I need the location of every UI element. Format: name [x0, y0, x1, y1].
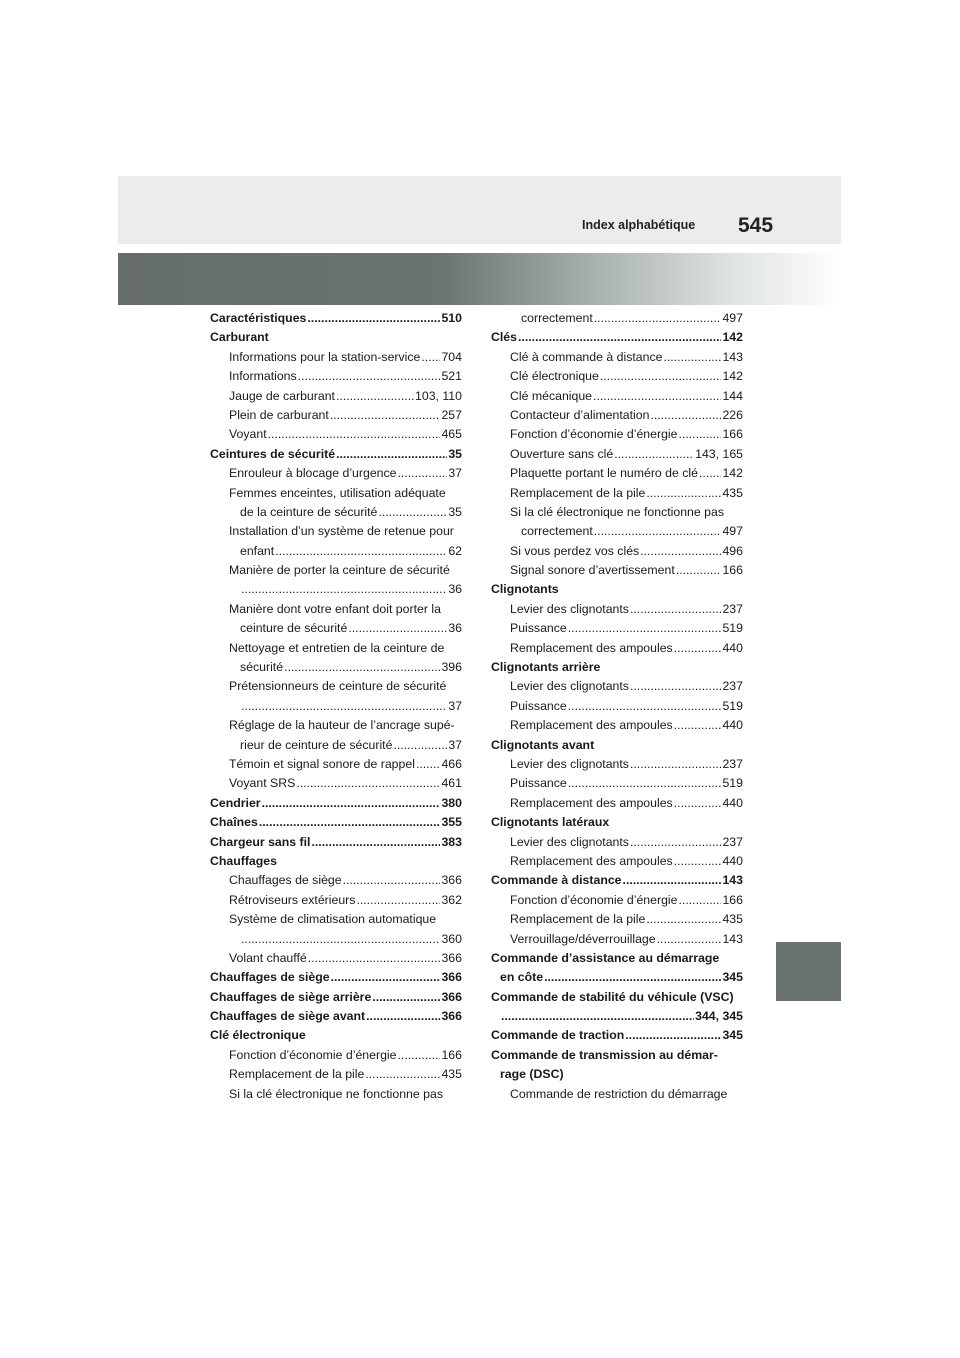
- index-entry-page: 143: [722, 873, 743, 888]
- index-entry: [491, 988, 743, 1007]
- index-entry-label: Clignotants: [491, 582, 559, 597]
- index-entry-label: Commande à distance: [491, 873, 622, 888]
- index-entry-page: 226: [722, 407, 743, 422]
- index-entry: [491, 755, 743, 774]
- running-header-title: Index alphabétique: [582, 218, 696, 232]
- dot-leader: [623, 871, 722, 890]
- dot-leader: [699, 464, 721, 483]
- index-entry: [210, 639, 462, 658]
- index-entry-page: 344, 345: [695, 1009, 743, 1024]
- index-entry-label: Chauffages de siège: [210, 970, 330, 985]
- index-entry: [491, 445, 743, 464]
- index-entry-label: rieur de ceinture de sécurité: [240, 737, 393, 752]
- index-entry-label: Volant chauffé: [229, 950, 307, 965]
- index-entry-page: 237: [722, 834, 743, 849]
- index-entry: [210, 580, 462, 599]
- page-number: 545: [738, 214, 774, 237]
- index-entry: [491, 348, 743, 367]
- dot-leader: [614, 445, 694, 464]
- index-entry-label: Carburant: [210, 330, 269, 345]
- dot-leader: [625, 1026, 721, 1045]
- dot-leader: [568, 619, 722, 638]
- index-entry-page: 519: [722, 776, 743, 791]
- index-entry-label: Nettoyage et entretien de la ceinture de: [229, 640, 445, 655]
- dot-leader: [296, 774, 440, 793]
- index-entry-page: 435: [722, 912, 743, 927]
- index-entry-page: 36: [448, 621, 462, 636]
- index-entry: [491, 910, 743, 929]
- dot-leader: [398, 464, 448, 483]
- index-entry: [491, 522, 743, 541]
- dot-leader: [663, 348, 721, 367]
- index-entry: [210, 852, 462, 871]
- index-entry: [210, 348, 462, 367]
- index-entry: [210, 910, 462, 929]
- index-entry: [210, 600, 462, 619]
- index-entry-label: Chargeur sans fil: [210, 834, 311, 849]
- index-entry-label: correctement: [521, 524, 593, 539]
- index-entry-page: 142: [722, 330, 743, 345]
- index-entry-label: Remplacement de la pile: [510, 485, 646, 500]
- index-entry-label: Levier des clignotants: [510, 756, 629, 771]
- index-entry-page: 521: [441, 369, 462, 384]
- dot-leader: [600, 367, 722, 386]
- index-entry: [210, 658, 462, 677]
- index-entry-label: Chauffages de siège avant: [210, 1009, 366, 1024]
- dot-leader: [284, 658, 440, 677]
- index-entry-label: Caractéristiques: [210, 311, 307, 325]
- index-entry: [491, 716, 743, 735]
- index-entry-label: Plaquette portant le numéro de clé: [510, 466, 698, 481]
- index-entry-label: Commande de transmission au démar-: [491, 1047, 718, 1062]
- index-entry-label: Témoin et signal sonore de rappel: [229, 756, 415, 771]
- dot-leader: [676, 561, 722, 580]
- index-entry: [210, 755, 462, 774]
- section-gradient-band: [118, 253, 841, 305]
- index-entry: [491, 1007, 743, 1026]
- index-entry-page: 396: [441, 660, 462, 675]
- index-entry-page: 496: [722, 543, 743, 558]
- index-entry: [491, 891, 743, 910]
- index-entry: [210, 677, 462, 696]
- dot-leader: [331, 968, 441, 987]
- index-column-left: [210, 309, 462, 1104]
- index-entry-label: Chauffages de siège arrière: [210, 989, 372, 1004]
- index-entry-label: Fonction d’économie d’énergie: [229, 1047, 397, 1062]
- index-entry: [491, 677, 743, 696]
- dot-leader: [568, 697, 722, 716]
- index-entry-label: enfant: [240, 543, 275, 558]
- index-entry-label: Voyant: [229, 427, 267, 442]
- index-entry-page: 440: [722, 853, 743, 868]
- dot-leader: [311, 833, 440, 852]
- dot-leader: [336, 387, 414, 406]
- index-entry: [210, 813, 462, 832]
- index-entry-page: 380: [441, 795, 462, 810]
- index-entry: [210, 484, 462, 503]
- index-entry-page: 103, 110: [415, 388, 462, 403]
- index-entry-label: en côte: [500, 970, 544, 985]
- index-entry: [210, 464, 462, 483]
- index-entry-page: 142: [722, 369, 743, 384]
- index-entry-label: Fonction d’économie d’énergie: [510, 427, 678, 442]
- index-entry: [210, 794, 462, 813]
- index-entry-label: rage (DSC): [500, 1067, 564, 1082]
- index-entry-page: 144: [722, 388, 743, 403]
- index-entry-label: Ouverture sans clé: [510, 446, 614, 461]
- index-entry-label: correctement: [521, 311, 593, 325]
- dot-leader: [372, 988, 440, 1007]
- index-entry-label: Commande de restriction du démarrage: [510, 1086, 728, 1101]
- index-entry-label: Signal sonore d’avertissement: [510, 563, 675, 578]
- dot-leader: [640, 542, 721, 561]
- index-entry: [491, 503, 743, 522]
- index-entry-label: Plein de carburant: [229, 407, 329, 422]
- index-entry: [491, 309, 743, 328]
- dot-leader: [630, 600, 722, 619]
- dot-leader: [657, 930, 722, 949]
- dot-leader: [336, 445, 447, 464]
- dot-leader: [366, 1007, 440, 1026]
- index-entry-label: Prétensionneurs de ceinture de sécurité: [229, 679, 447, 694]
- index-entry: [210, 1026, 462, 1045]
- index-entry: [210, 891, 462, 910]
- dot-leader: [393, 736, 447, 755]
- index-entry-label: Chauffages de siège: [229, 873, 342, 888]
- dot-leader: [416, 755, 441, 774]
- dot-leader: [674, 794, 722, 813]
- index-entry-page: 461: [441, 776, 462, 791]
- index-entry-label: Verrouillage/déverrouillage: [510, 931, 656, 946]
- index-entry-label: Clignotants latéraux: [491, 815, 610, 830]
- index-entry: [210, 1065, 462, 1084]
- index-entry-page: 142: [722, 466, 743, 481]
- index-entry-page: 37: [448, 737, 462, 752]
- index-entry-page: 435: [722, 485, 743, 500]
- dot-leader: [593, 387, 721, 406]
- dot-leader: [343, 871, 441, 890]
- index-entry-page: 510: [441, 311, 462, 325]
- index-entry-page: 440: [722, 640, 743, 655]
- index-entry: [210, 774, 462, 793]
- index-entry-label: Commande d’assistance au démarrage: [491, 950, 720, 965]
- index-entry-page: 366: [441, 1009, 462, 1024]
- dot-leader: [348, 619, 447, 638]
- index-entry: [210, 619, 462, 638]
- index-entry-page: 237: [722, 679, 743, 694]
- index-entry: [491, 367, 743, 386]
- index-entry-label: Levier des clignotants: [510, 834, 629, 849]
- index-entry-page: 519: [722, 698, 743, 713]
- index-entry-page: 143: [722, 349, 743, 364]
- dot-leader: [678, 891, 721, 910]
- dot-leader: [674, 716, 722, 735]
- index-entry-page: 35: [448, 504, 462, 519]
- dot-leader: [365, 1065, 440, 1084]
- index-entry-label: Puissance: [510, 698, 567, 713]
- index-entry-label: Remplacement de la pile: [510, 912, 646, 927]
- index-entry-page: 166: [722, 892, 743, 907]
- dot-leader: [356, 891, 440, 910]
- dot-leader: [397, 1046, 440, 1065]
- index-entry-label: Cendrier: [210, 795, 261, 810]
- index-entry: [210, 736, 462, 755]
- dot-leader: [544, 968, 721, 987]
- index-entry-label: Commande de stabilité du véhicule (VSC): [491, 989, 734, 1004]
- index-entry-page: 366: [441, 873, 462, 888]
- index-entry-label: Si la clé électronique ne fonctionne pas: [510, 504, 724, 519]
- dot-leader: [646, 910, 721, 929]
- index-entry: [210, 522, 462, 541]
- dot-leader: [378, 503, 447, 522]
- index-entry-page: 519: [722, 621, 743, 636]
- section-thumb-tab: [776, 942, 841, 1001]
- index-entry: [210, 1007, 462, 1026]
- dot-leader: [501, 1007, 694, 1026]
- index-entry-label: Commande de traction: [491, 1028, 625, 1043]
- index-entry-page: 35: [448, 446, 462, 461]
- dot-leader: [241, 930, 440, 949]
- index-entry-page: 237: [722, 756, 743, 771]
- index-entry: [210, 503, 462, 522]
- index-entry: [491, 619, 743, 638]
- index-entry-label: Manière de porter la ceinture de sécurité: [229, 563, 450, 578]
- index-entry-page: 704: [441, 349, 462, 364]
- index-entry: [491, 1026, 743, 1045]
- index-entry-label: Enrouleur à blocage d’urgence: [229, 466, 397, 481]
- index-entry: [491, 561, 743, 580]
- dot-leader: [307, 309, 440, 328]
- index-entry: [210, 542, 462, 561]
- index-entry-label: Remplacement des ampoules: [510, 853, 673, 868]
- dot-leader: [630, 677, 722, 696]
- index-entry-label: Fonction d’économie d’énergie: [510, 892, 678, 907]
- index-entry: [491, 639, 743, 658]
- index-entry-label: Clés: [491, 330, 517, 345]
- index-entry-page: 435: [441, 1067, 462, 1082]
- index-entry-label: Système de climatisation automatique: [229, 912, 437, 927]
- index-entry-label: Remplacement des ampoules: [510, 640, 673, 655]
- dot-leader: [241, 697, 447, 716]
- index-entry: [210, 1046, 462, 1065]
- dot-leader: [568, 774, 722, 793]
- index-entry: [491, 1085, 743, 1104]
- dot-leader: [674, 639, 722, 658]
- index-entry-label: Réglage de la hauteur de l’ancrage supé-: [229, 718, 455, 733]
- index-entry-label: Clé électronique: [210, 1028, 306, 1043]
- index-entry: [210, 309, 462, 328]
- index-entry: [491, 833, 743, 852]
- index-entry: [210, 1085, 462, 1104]
- index-column-right: [491, 309, 743, 1104]
- index-entry-label: Rétroviseurs extérieurs: [229, 892, 356, 907]
- index-entry-page: 345: [722, 970, 743, 985]
- dot-leader: [594, 309, 722, 328]
- index-entry: [491, 930, 743, 949]
- index-entry-label: de la ceinture de sécurité: [240, 504, 378, 519]
- index-entry-page: 440: [722, 718, 743, 733]
- index-entry: [491, 871, 743, 890]
- index-entry: [210, 367, 462, 386]
- index-entry-label: Installation d’un système de retenue pour: [229, 524, 454, 539]
- index-entry-page: 497: [722, 311, 743, 325]
- dot-leader: [518, 328, 721, 347]
- index-entry-label: Chaînes: [210, 815, 258, 830]
- index-entry: [210, 968, 462, 987]
- index-entry: [491, 1065, 743, 1084]
- dot-leader: [298, 367, 441, 386]
- dot-leader: [275, 542, 447, 561]
- index-entry-page: 440: [722, 795, 743, 810]
- index-entry-label: Jauge de carburant: [229, 388, 335, 403]
- index-entry: [210, 561, 462, 580]
- dot-leader: [241, 580, 447, 599]
- index-entry-page: 497: [722, 524, 743, 539]
- index-entry-page: 366: [441, 970, 462, 985]
- index-entry-label: Informations pour la station-service: [229, 349, 421, 364]
- index-entry: [491, 794, 743, 813]
- index-entry: [491, 697, 743, 716]
- dot-leader: [259, 813, 441, 832]
- index-entry: [210, 445, 462, 464]
- dot-leader: [678, 425, 721, 444]
- index-entry-page: 166: [722, 563, 743, 578]
- dot-leader: [421, 348, 440, 367]
- index-entry-page: 237: [722, 601, 743, 616]
- index-entry-label: Clignotants arrière: [491, 660, 601, 675]
- index-entry-page: 383: [441, 834, 462, 849]
- index-entry-label: Manière dont votre enfant doit porter la: [229, 601, 441, 616]
- index-entry-page: 257: [441, 407, 462, 422]
- index-entry: [491, 425, 743, 444]
- index-entry-page: 166: [722, 427, 743, 442]
- index-entry-page: 366: [441, 989, 462, 1004]
- index-entry-label: Puissance: [510, 776, 567, 791]
- index-entry-page: 360: [441, 931, 462, 946]
- index-entry: [491, 387, 743, 406]
- index-entry-page: 166: [441, 1047, 462, 1062]
- index-entry: [210, 697, 462, 716]
- index-entry-label: Si vous perdez vos clés: [510, 543, 640, 558]
- index-entry: [491, 949, 743, 968]
- index-entry-label: Ceintures de sécurité: [210, 446, 336, 461]
- index-entry: [491, 968, 743, 987]
- index-entry-label: Levier des clignotants: [510, 601, 629, 616]
- index-entry-label: sécurité: [240, 660, 284, 675]
- index-entry-label: Remplacement des ampoules: [510, 795, 673, 810]
- index-entry: [491, 658, 743, 677]
- index-entry-label: Chauffages: [210, 853, 277, 868]
- index-entry-label: Remplacement des ampoules: [510, 718, 673, 733]
- index-entry: [210, 328, 462, 347]
- dot-leader: [594, 522, 722, 541]
- index-entry: [210, 833, 462, 852]
- dot-leader: [308, 949, 441, 968]
- index-entry: [491, 813, 743, 832]
- dot-leader: [268, 425, 441, 444]
- index-entry: [210, 930, 462, 949]
- index-entry-label: Clé à commande à distance: [510, 349, 663, 364]
- dot-leader: [262, 794, 441, 813]
- index-entry: [210, 425, 462, 444]
- index-entry: [491, 580, 743, 599]
- index-entry-page: 466: [441, 756, 462, 771]
- index-entry-page: 366: [441, 950, 462, 965]
- index-entry-label: Contacteur d’alimentation: [510, 407, 650, 422]
- index-entry-label: Levier des clignotants: [510, 679, 629, 694]
- index-entry-label: Remplacement de la pile: [229, 1067, 365, 1082]
- index-entry: [491, 484, 743, 503]
- index-entry: [491, 542, 743, 561]
- dot-leader: [650, 406, 721, 425]
- index-entry: [491, 406, 743, 425]
- index-entry-page: 362: [441, 892, 462, 907]
- index-entry-label: Informations: [229, 369, 297, 384]
- index-entry: [491, 600, 743, 619]
- index-entry: [210, 871, 462, 890]
- index-entry: [210, 716, 462, 735]
- index-entry-label: Clignotants avant: [491, 737, 595, 752]
- index-entry-label: Femmes enceintes, utilisation adéquate: [229, 485, 446, 500]
- header-band: [118, 176, 841, 244]
- index-entry-label: Voyant SRS: [229, 776, 296, 791]
- index-entry-page: 345: [722, 1028, 743, 1043]
- index-entry-page: 37: [448, 466, 462, 481]
- index-entry-label: Clé électronique: [510, 369, 599, 384]
- index-entry: [210, 949, 462, 968]
- dot-leader: [646, 484, 721, 503]
- dot-leader: [630, 833, 722, 852]
- dot-leader: [630, 755, 722, 774]
- index-entry: [491, 1046, 743, 1065]
- index-entry-label: Si la clé électronique ne fonctionne pas: [229, 1086, 443, 1101]
- index-entry-page: 37: [448, 698, 462, 713]
- index-entry: [210, 387, 462, 406]
- index-entry: [491, 774, 743, 793]
- dot-leader: [330, 406, 441, 425]
- index-entry-label: Clé mécanique: [510, 388, 593, 403]
- index-entry: [491, 852, 743, 871]
- index-entry-page: 36: [448, 582, 462, 597]
- index-entry: [210, 406, 462, 425]
- index-entry-page: 62: [448, 543, 462, 558]
- index-entry-label: Puissance: [510, 621, 567, 636]
- index-entry-page: 143: [722, 931, 743, 946]
- index-entry: [491, 736, 743, 755]
- index-entry: [491, 328, 743, 347]
- index-entry-page: 355: [441, 815, 462, 830]
- index-entry-page: 465: [441, 427, 462, 442]
- dot-leader: [674, 852, 722, 871]
- index-entry: [210, 988, 462, 1007]
- index-entry-label: ceinture de sécurité: [240, 621, 348, 636]
- index-entry: [491, 464, 743, 483]
- index-entry-page: 143, 165: [695, 446, 743, 461]
